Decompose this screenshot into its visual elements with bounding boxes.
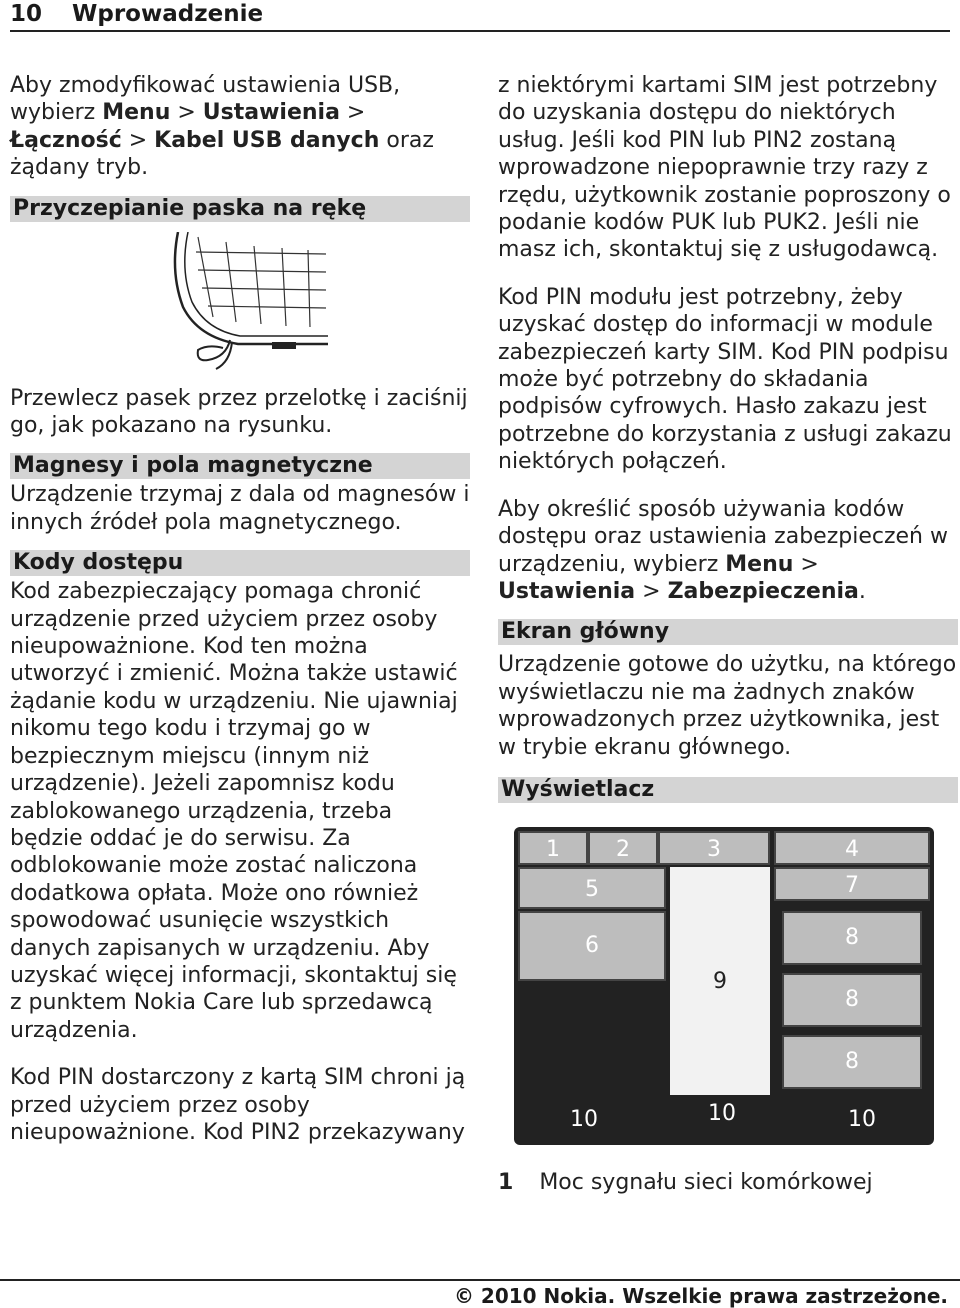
display-zone: 6 (518, 911, 666, 981)
magnets-text: Urządzenie trzymaj z dala od magnesów i innych źródeł pola magnetycznego. (10, 482, 470, 535)
wrist-strap-illustration (168, 232, 328, 372)
display-zone: 2 (588, 831, 658, 865)
footer-rule (0, 1279, 960, 1281)
right-column (498, 72, 958, 1196)
display-zone: 7 (774, 867, 930, 901)
chapter-title: Wprowadzenie (72, 1, 264, 27)
display-zone: 5 (518, 867, 666, 909)
display-zone: 1 (518, 831, 588, 865)
page-header (10, 0, 950, 32)
display-zone: 9 (670, 867, 770, 1095)
security-settings-paragraph: Aby określić sposób używania kodów dostępu oraz ustawienia zabezpieczeń w urządzeniu, wybierz Menu > Ustawienia > Zabezpieczenia. (498, 496, 948, 604)
page-number: 10 (10, 1, 43, 27)
display-zone: 3 (658, 831, 770, 865)
pin-continued-text: z niektórymi kartami SIM jest potrzebny do uzyskania dostępu do niektórych usług. Jeśli kod PIN lub PIN2 zostaną wprowadzone niepoprawnie trzy razy z rzędu, użytkownik zostanie poproszony o podanie kodów PUK lub PUK2. Jeśli nie masz ich, skontaktuj się z usługodawcą. (498, 73, 951, 263)
left-column (10, 72, 470, 1146)
magnets-heading: Magnesy i pola magnetyczne (10, 453, 470, 479)
home-screen-text: Urządzenie gotowe do użytku, na którego wyświetlaczu nie ma żadnych znaków wprowadzonych przez użytkownika, jest w trybie ekranu głównego. (498, 652, 957, 760)
access-codes-text: Kod zabezpieczający pomaga chronić urządzenie przed użyciem przez osoby nieupoważnione. Kod ten można utworzyć i zmienić. Można także ustawić żądanie kodu w urządzeniu. Nie ujawniaj nikomu tego kodu i trzymaj go w bezpiecznym miejscu (innym niż urządzenie). Jeżeli zapomnisz kodu zablokowanego urządzenia, trzeba będzie oddać je do serwisu. Za odblokowanie może zostać naliczona dodatkowa opłata. Może ono również spowodować usunięcie wszystkich danych zapisanych w urządzeniu. Aby uzyskać więcej informacji, skontaktuj się z punktem Nokia Care lub sprzedawcą urządzenia. (10, 579, 458, 1043)
display-zone: 10 (708, 1100, 736, 1126)
display-zone: 4 (774, 831, 930, 865)
display-zone: 8 (782, 911, 922, 965)
display-layout-diagram (514, 827, 934, 1145)
copyright-footer: © 2010 Nokia. Wszelkie prawa zastrzeżone. (453, 1284, 948, 1308)
display-heading: Wyświetlacz (498, 777, 958, 803)
display-zone: 8 (782, 1035, 922, 1089)
display-zone: 10 (570, 1106, 598, 1132)
home-screen-heading: Ekran główny (498, 619, 958, 645)
pin-text: Kod PIN dostarczony z kartą SIM chroni ją przed użyciem przez osoby nieupoważnione. Kod PIN2 przekazywany (10, 1065, 466, 1145)
strap-instructions: Przewlecz pasek przez przelotkę i zaciśnij go, jak pokazano na rysunku. (10, 385, 468, 439)
display-legend-item: 1 Moc sygnału sieci komórkowej (498, 1169, 873, 1195)
usb-settings-paragraph: Aby zmodyfikować ustawienia USB, wybierz Menu > Ustawienia > Łączność > Kabel USB danych oraz żądany tryb. (10, 73, 434, 181)
module-pin-text: Kod PIN modułu jest potrzebny, żeby uzyskać dostęp do informacji w module zabezpieczeń karty SIM. Kod PIN podpisu może być potrzebny do składania podpisów cyfrowych. Hasło zakazu jest potrzebne do korzystania z usługi zakazu niektórych połączeń. (498, 284, 952, 475)
strap-heading: Przyczepianie paska na rękę (10, 196, 470, 222)
display-zone: 10 (848, 1106, 876, 1132)
display-zone: 8 (782, 973, 922, 1027)
access-codes-heading: Kody dostępu (10, 550, 470, 576)
